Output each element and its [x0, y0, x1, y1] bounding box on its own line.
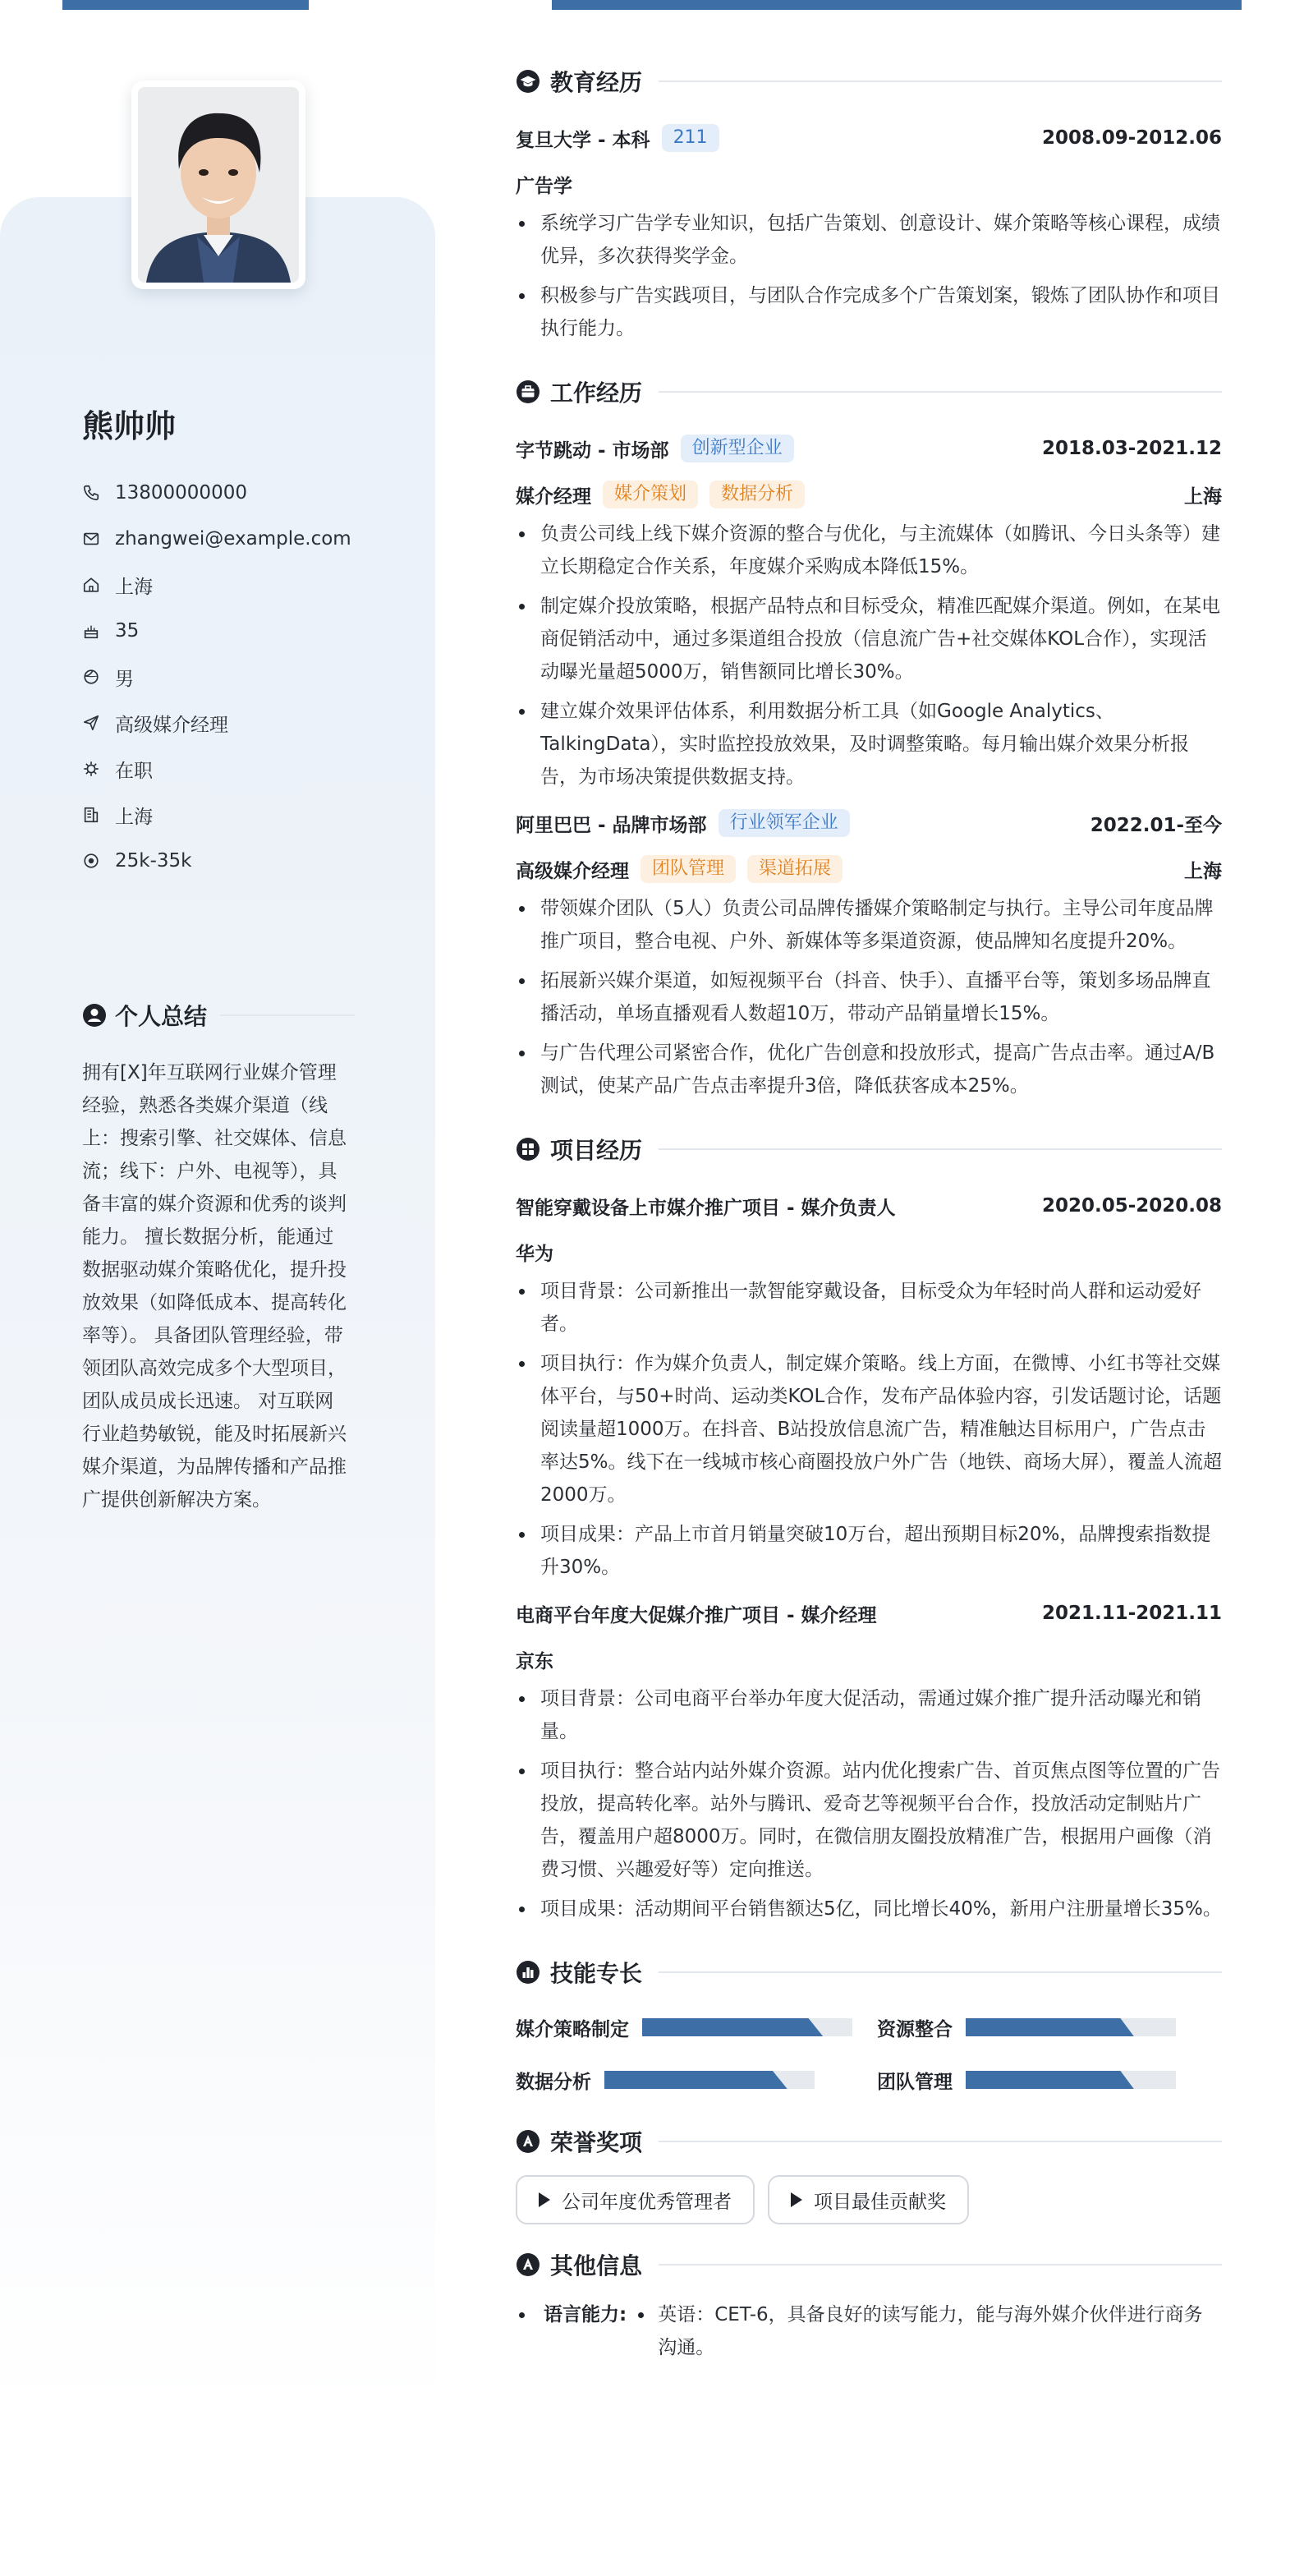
divider — [659, 1148, 1222, 1150]
projects-section-header — [516, 1127, 1222, 1171]
award-label: 项目最佳贡献奖 — [814, 2191, 946, 2213]
project-org-row — [516, 1636, 1222, 1682]
gender-icon — [82, 668, 100, 686]
status-text: 在职 — [115, 760, 153, 782]
profile-photo — [138, 87, 299, 283]
project-bullets — [516, 1275, 1222, 1584]
award-chip — [516, 2175, 755, 2224]
avatar — [131, 80, 305, 289]
awards-list — [516, 2175, 1222, 2224]
education-date: 2008.09-2012.06 — [1041, 127, 1222, 149]
skill-item — [877, 2006, 1222, 2049]
job-city: 上海 — [1184, 485, 1222, 508]
project-header-row — [516, 1590, 1222, 1636]
list-item: 拓展新兴媒介渠道，如短视频平台（抖音、快手）、直播平台等，策划多场品牌直播活动，单场直播观看人数超10万，带动产品销量增长15%。 — [516, 964, 1222, 1030]
info-salary — [82, 838, 351, 884]
skill-bar — [604, 2071, 815, 2089]
project-bullets — [516, 1682, 1222, 1925]
list-item: 项目背景：公司新推出一款智能穿戴设备，目标受众为年轻时尚人群和运动爱好者。 — [516, 1275, 1222, 1341]
salary-text: 25k-35k — [115, 850, 192, 872]
contact-info-list — [82, 470, 351, 884]
list-item: 项目执行：作为媒介负责人，制定媒介策略。线上方面，在微博、小红书等社交媒体平台，与50+时尚、运动类KOL合作，发布产品体验内容，引发话题讨论，话题阅读量超1000万。在抖音、B站投放信息流广告，精准触达目标用户，广告点击率达5%。线下在一线城市核心商圈投放户外广告（地铁、商场大屏），覆盖人流超2000万。 — [516, 1347, 1222, 1511]
skill-label: 媒介策略制定 — [516, 2018, 629, 2040]
candidate-name: 熊帅帅 — [82, 408, 177, 444]
other-section-header — [516, 2242, 1222, 2287]
company-tag: 创新型企业 — [681, 435, 794, 462]
job-role-row — [516, 846, 1222, 892]
projects-title: 项目经历 — [550, 1137, 643, 1164]
gender-text: 男 — [115, 668, 134, 690]
education-section-header — [516, 59, 1222, 104]
money-icon — [82, 852, 100, 870]
list-item: 与广告代理公司紧密合作，优化广告创意和投放形式，提高广告点击率。通过A/B测试，使某产品广告点击率提升3倍，降低获客成本25%。 — [516, 1037, 1222, 1102]
other-title: 其他信息 — [550, 2252, 643, 2279]
grid-icon — [516, 1137, 540, 1162]
info-email — [82, 516, 351, 562]
list-item: 积极参与广告实践项目，与团队合作完成多个广告策划案，锻炼了团队协作和项目执行能力。 — [516, 279, 1222, 345]
award-icon — [516, 2129, 540, 2154]
job-city: 上海 — [1184, 860, 1222, 882]
school-name: 复旦大学 - 本科 — [516, 129, 650, 151]
skill-item — [516, 2058, 877, 2101]
role-tag: 团队管理 — [641, 855, 736, 883]
skill-bar-fill — [966, 2071, 1134, 2089]
top-accent-bar-left — [62, 0, 309, 10]
list-item: 负责公司线上线下媒介资源的整合与优化，与主流媒体（如腾讯、今日头条等）建立长期稳定合作关系，年度媒介采购成本降低15%。 — [516, 518, 1222, 583]
divider — [659, 80, 1222, 82]
job-bullets — [516, 892, 1222, 1102]
summary-section-header — [82, 999, 355, 1032]
project-name: 电商平台年度大促媒介推广项目 - 媒介经理 — [516, 1604, 877, 1626]
company-tag: 行业领军企业 — [719, 809, 850, 837]
job-date: 2022.01-至今 — [1090, 814, 1222, 836]
role-tag: 媒介策划 — [603, 481, 698, 508]
divider — [220, 1014, 355, 1016]
language-value: 英语：CET-6，具备良好的读写能力，能与海外媒介伙伴进行商务沟通。 — [633, 2298, 1208, 2364]
play-icon — [791, 2192, 802, 2207]
list-item: 项目执行：整合站内站外媒介资源。站内优化搜索广告、首页焦点图等位置的广告投放，提高转化率。站外与腾讯、爱奇艺等视频平台合作，投放活动定制贴片广告，覆盖用户超8000万。同时，在微信朋友圈投放精准广告，根据用户画像（消费习惯、兴趣爱好等）定向推送。 — [516, 1755, 1222, 1886]
info-status — [82, 746, 351, 792]
skills-title: 技能专长 — [550, 1960, 643, 1987]
education-bullets — [516, 207, 1222, 345]
work-section-header — [516, 370, 1222, 414]
skill-bar — [966, 2071, 1176, 2089]
role-tag: 数据分析 — [709, 481, 805, 508]
project-org-row — [516, 1229, 1222, 1275]
skill-bar-fill — [642, 2018, 823, 2036]
mail-icon — [82, 530, 100, 548]
graduation-cap-icon — [516, 69, 540, 94]
language-label: 语言能力: — [516, 2298, 627, 2364]
project-entry — [516, 1590, 1222, 1925]
divider — [659, 391, 1222, 393]
skill-bar — [966, 2018, 1176, 2036]
job-entry — [516, 426, 1222, 794]
info-position — [82, 700, 351, 746]
main-content — [516, 59, 1222, 2364]
job-role: 高级媒介经理 — [516, 860, 629, 882]
info-age — [82, 608, 351, 654]
skill-label: 数据分析 — [516, 2071, 591, 2093]
project-org: 华为 — [516, 1243, 553, 1265]
project-entry — [516, 1183, 1222, 1584]
email-text[interactable]: zhangwei@example.com — [115, 528, 351, 550]
project-date: 2020.05-2020.08 — [1041, 1195, 1222, 1217]
skill-bar-fill — [604, 2071, 787, 2089]
school-tag: 211 — [662, 124, 719, 152]
job-bullets — [516, 518, 1222, 794]
list-item: 制定媒介投放策略，根据产品特点和目标受众，精准匹配媒介渠道。例如，在某电商促销活动中，通过多渠道组合投放（信息流广告+社交媒体KOL合作），实现活动曝光量超5000万，销售额同比增长30%。 — [516, 590, 1222, 688]
role-tag: 渠道拓展 — [747, 855, 843, 883]
building-icon — [82, 806, 100, 824]
send-icon — [82, 714, 100, 732]
major-name: 广告学 — [516, 175, 572, 197]
awards-section-header — [516, 2119, 1222, 2164]
list-item: 建立媒介效果评估体系，利用数据分析工具（如Google Analytics、TalkingData），实时监控投放效果，及时调整策略。每月输出媒介效果分析报告，为市场决策提供数据支持。 — [516, 695, 1222, 794]
skill-label: 资源整合 — [877, 2018, 953, 2040]
job-entry — [516, 800, 1222, 1102]
job-date: 2018.03-2021.12 — [1041, 438, 1222, 459]
skills-section-header — [516, 1950, 1222, 1994]
summary-text: 拥有[X]年互联网行业媒介管理经验，熟悉各类媒介渠道（线上：搜索引擎、社交媒体、信息流；线下：户外、电视等），具备丰富的媒介资源和优秀的谈判能力。 擅长数据分析，能通过数据驱动媒介策略优化，提升投放效果（如降低成本、提高转化率等）。 具备团队管理经验，带领团队高效完成多个大型项目，团队成员成长迅速。 对互联网行业趋势敏锐，能及时拓展新兴媒介渠道，为品牌传播和产品推广提供创新解决方案。 — [82, 1062, 347, 1511]
divider — [659, 1971, 1222, 1973]
company-name: 阿里巴巴 - 品牌市场部 — [516, 814, 707, 836]
age-text: 35 — [115, 620, 140, 642]
project-org: 京东 — [516, 1650, 553, 1672]
info-location — [82, 562, 351, 608]
info-gender — [82, 654, 351, 700]
other-language-row — [516, 2298, 1222, 2364]
job-role: 媒介经理 — [516, 485, 591, 508]
skill-bar — [642, 2018, 852, 2036]
list-item: 项目成果：产品上市首月销量突破10万台，超出预期目标20%，品牌搜索指数提升30%。 — [516, 1518, 1222, 1584]
divider — [659, 2264, 1222, 2266]
home-icon — [82, 576, 100, 594]
info-phone — [82, 470, 351, 516]
list-item: 项目背景：公司电商平台举办年度大促活动，需通过媒介推广提升活动曝光和销量。 — [516, 1682, 1222, 1748]
education-major-row — [516, 161, 1222, 207]
phone-icon — [82, 484, 100, 502]
user-circle-icon — [82, 1003, 107, 1028]
job-header-row — [516, 800, 1222, 846]
skills-grid — [516, 2006, 1222, 2101]
status-icon — [82, 760, 100, 778]
list-item: 系统学习广告学专业知识，包括广告策划、创意设计、媒介策略等核心课程，成绩优异，多次获得奖学金。 — [516, 207, 1222, 273]
project-header-row — [516, 1183, 1222, 1229]
play-icon — [539, 2192, 550, 2207]
job-role-row — [516, 472, 1222, 518]
info-city — [82, 792, 351, 838]
work-title: 工作经历 — [550, 380, 643, 407]
awards-title: 荣誉奖项 — [550, 2129, 643, 2156]
job-header-row — [516, 426, 1222, 472]
summary-title: 个人总结 — [115, 1003, 208, 1030]
education-header-row — [516, 115, 1222, 161]
bar-chart-icon — [516, 1960, 540, 1985]
skill-bar-fill — [966, 2018, 1134, 2036]
briefcase-icon — [516, 380, 540, 404]
company-name: 字节跳动 - 市场部 — [516, 439, 669, 462]
position-text: 高级媒介经理 — [115, 714, 228, 736]
info-icon — [516, 2252, 540, 2277]
award-label: 公司年度优秀管理者 — [562, 2191, 732, 2213]
divider — [659, 2141, 1222, 2142]
city-text: 上海 — [115, 806, 153, 828]
skill-label: 团队管理 — [877, 2071, 953, 2093]
list-item: 项目成果：活动期间平台销售额达5亿，同比增长40%，新用户注册量增长35%。 — [516, 1893, 1222, 1925]
skill-item — [516, 2006, 877, 2049]
project-name: 智能穿戴设备上市媒介推广项目 - 媒介负责人 — [516, 1197, 896, 1219]
project-date: 2021.11-2021.11 — [1041, 1603, 1222, 1624]
list-item: 带领媒介团队（5人）负责公司品牌传播媒介策略制定与执行。主导公司年度品牌推广项目，整合电视、户外、新媒体等多渠道资源，使品牌知名度提升20%。 — [516, 892, 1222, 958]
education-title: 教育经历 — [550, 69, 643, 96]
phone-text[interactable]: 13800000000 — [115, 482, 247, 504]
cake-icon — [82, 622, 100, 640]
skill-item — [877, 2058, 1222, 2101]
top-accent-bar-right — [552, 0, 1242, 10]
location-text: 上海 — [115, 576, 153, 598]
award-chip — [768, 2175, 969, 2224]
